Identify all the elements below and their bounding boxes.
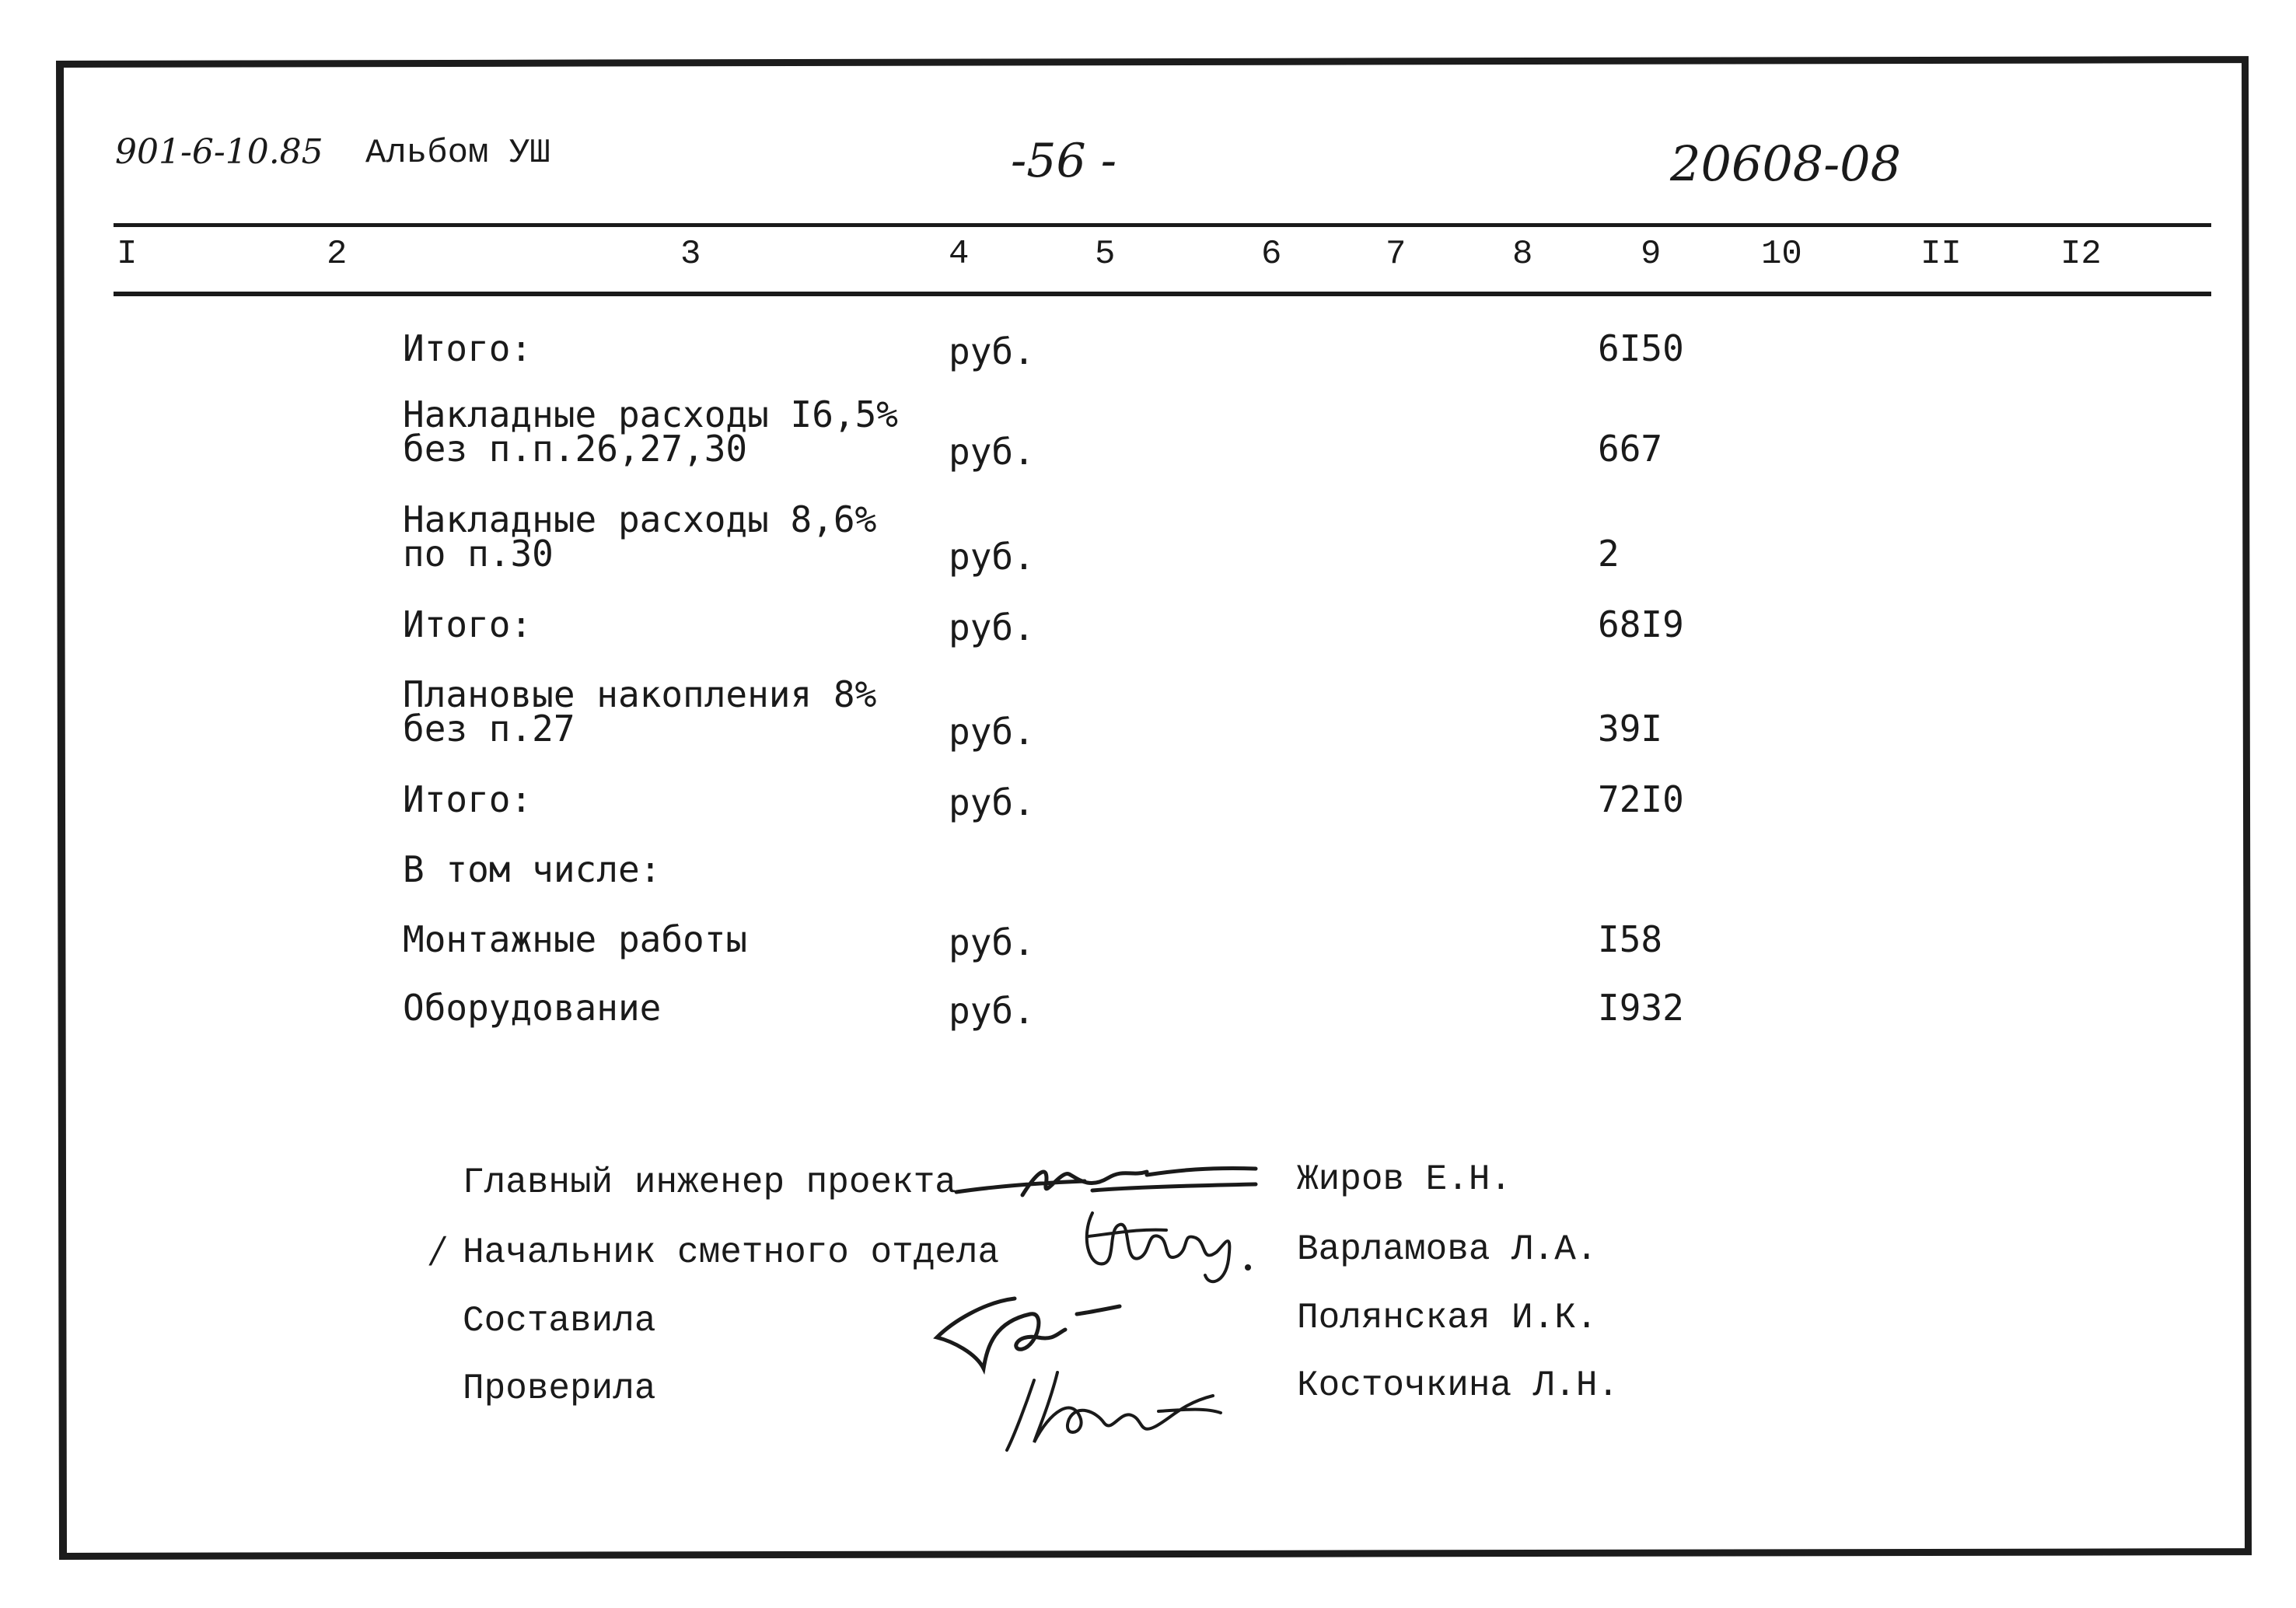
row-name: без п.п.26,27,30 [403,428,748,470]
column-number: 7 [1386,235,1407,274]
row-name: Итого: [403,778,533,820]
row-value: 72I0 [1598,778,1684,820]
row-name: Оборудование [403,987,662,1029]
signature-role: Главный инженер проекта [463,1162,956,1203]
column-number: 5 [1095,235,1116,274]
column-number: 9 [1641,235,1662,274]
signature-person: Жиров Е.Н. [1297,1159,1512,1200]
signature-person: Варламова Л.А. [1297,1229,1598,1270]
signature-varlamova [1073,1190,1260,1291]
column-number: 4 [949,235,970,274]
row-unit: руб. [949,606,1035,648]
row-value: I58 [1598,918,1663,960]
signature-role: Начальник сметного отдела [463,1232,1000,1273]
column-number: 3 [680,235,701,274]
row-unit: руб. [949,330,1035,372]
row-name: Накладные расходы I6,5% [403,393,898,435]
signature-person: Косточкина Л.Н. [1297,1365,1620,1406]
row-value: 39I [1598,708,1663,750]
row-name: Итого: [403,327,533,369]
row-name: по п.30 [403,533,554,575]
column-number: 2 [327,235,348,274]
document-code: 901-6-10.85 [115,132,323,172]
row-unit: руб. [949,711,1035,753]
column-number: 6 [1261,235,1282,274]
row-value: 6I50 [1598,327,1684,369]
header-top-rule [114,223,2211,227]
row-unit: руб. [949,990,1035,1032]
signature-person: Полянская И.К. [1297,1298,1598,1338]
document-number: 20608-08 [1670,135,1902,192]
page-number: -56 - [1011,134,1117,188]
row-value: I932 [1598,987,1684,1029]
row-unit: руб. [949,431,1035,473]
signature-role: Составила [463,1301,656,1341]
row-name: Монтажные работы [403,918,748,960]
page-frame [56,56,2252,1560]
album-label: Альбом УШ [365,134,550,173]
row-name: Плановые накопления 8% [403,673,877,715]
column-number: 8 [1512,235,1533,274]
row-name: В том числе: [403,848,662,890]
signature-kostochkina [987,1365,1228,1458]
row-unit: руб. [949,536,1035,578]
column-number: II [1920,235,1962,274]
row-name: без п.27 [403,708,575,750]
column-number: I [117,235,138,274]
header-bottom-rule [114,292,2211,296]
row-value: 2 [1598,533,1620,575]
row-value: 667 [1598,428,1663,470]
row-name: Накладные расходы 8,6% [403,498,877,540]
row-unit: руб. [949,781,1035,823]
margin-mark: / [432,1229,444,1271]
column-number: I2 [2060,235,2102,274]
column-number: 10 [1761,235,1802,274]
row-name: Итого: [403,603,533,645]
signature-role: Проверила [463,1369,656,1409]
row-unit: руб. [949,921,1035,963]
row-value: 68I9 [1598,603,1684,645]
